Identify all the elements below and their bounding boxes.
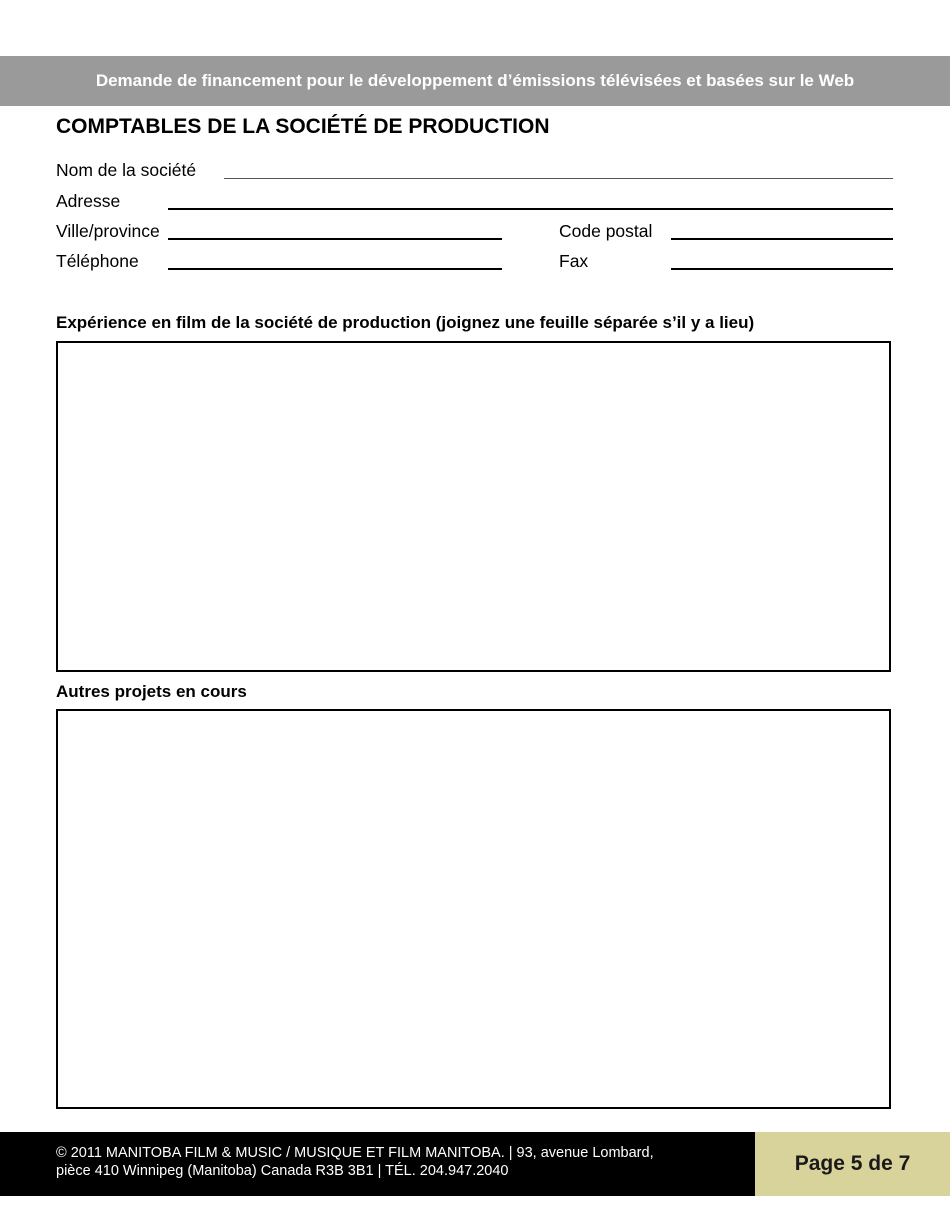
form-title: Demande de financement pour le développement d’émissions télévisées et basées sur le Web <box>95 71 855 90</box>
footer-line-1: © 2011 MANITOBA FILM & MUSIC / MUSIQUE ET FILM MANITOBA. | 93, avenue Lombard, <box>56 1145 654 1161</box>
page-number: Page 5 de 7 <box>794 1152 911 1175</box>
city-province-label: Ville/province <box>56 221 160 241</box>
address-label: Adresse <box>56 191 121 211</box>
company-name-label: Nom de la société <box>56 160 197 180</box>
footer <box>0 1132 755 1196</box>
city-province-field[interactable] <box>168 238 502 240</box>
footer-address <box>56 1144 654 1180</box>
footer-line-2: pièce 410 Winnipeg (Manitoba) Canada R3B 3B1 | TÉL. 204.947.2040 <box>56 1163 509 1179</box>
phone-label: Téléphone <box>56 251 139 271</box>
other-projects-label: Autres projets en cours <box>56 682 247 701</box>
postal-code-field[interactable] <box>671 238 893 240</box>
experience-label: Expérience en film de la société de production (joignez une feuille séparée s’il y a lieu) <box>56 313 755 332</box>
postal-code-label: Code postal <box>559 221 653 241</box>
page-number-box <box>755 1132 950 1196</box>
fax-field[interactable] <box>671 268 893 270</box>
company-name-field[interactable] <box>224 178 893 179</box>
experience-textarea[interactable] <box>56 341 891 672</box>
address-field[interactable] <box>168 208 893 210</box>
phone-field[interactable] <box>168 268 502 270</box>
other-projects-textarea[interactable] <box>56 709 891 1109</box>
header-band <box>0 56 950 106</box>
fax-label: Fax <box>559 251 589 271</box>
section-title: COMPTABLES DE LA SOCIÉTÉ DE PRODUCTION <box>56 115 550 138</box>
